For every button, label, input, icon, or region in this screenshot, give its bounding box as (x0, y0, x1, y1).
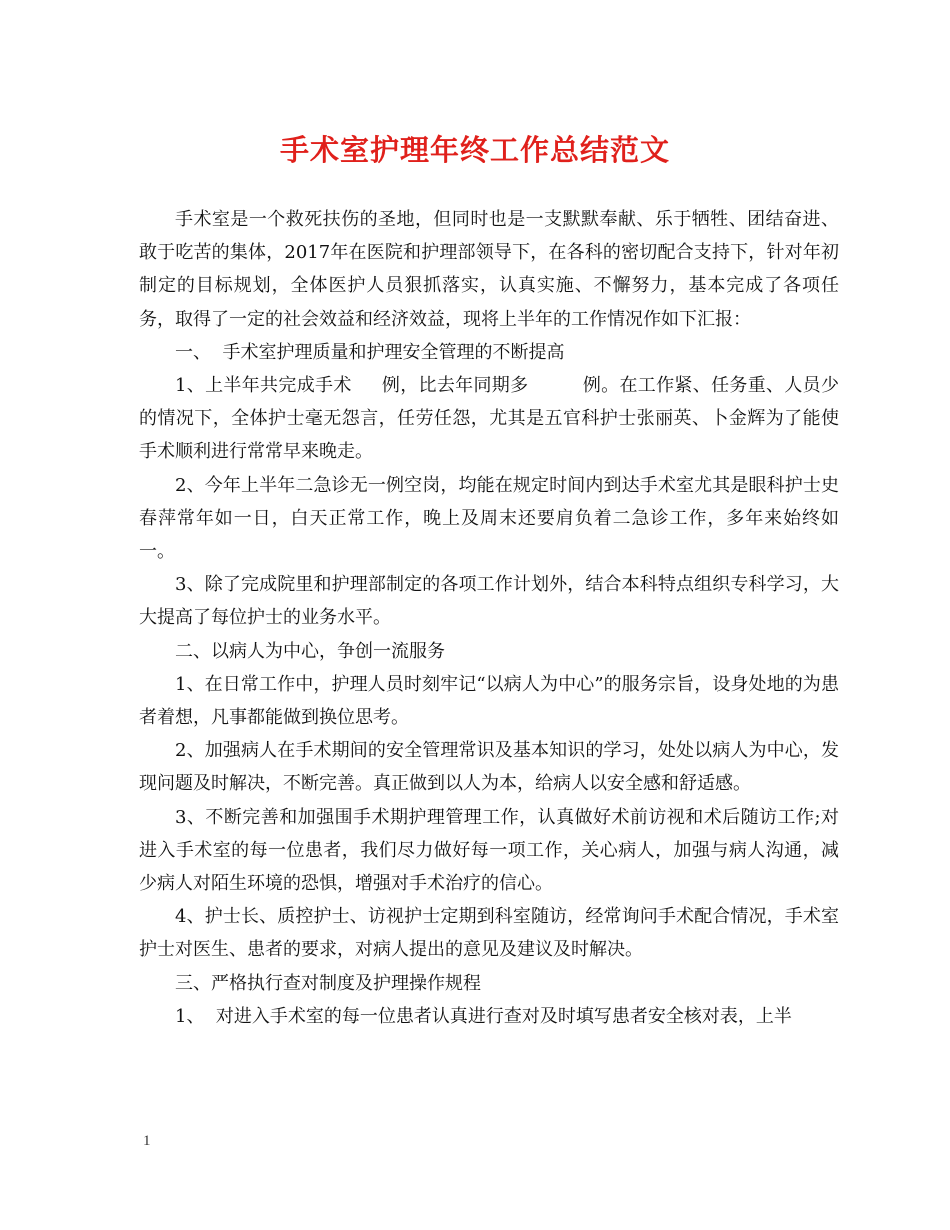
paragraph-3-1: 1、 对进入手术室的每一位患者认真进行查对及时填写患者安全核对表，上半 (175, 1005, 792, 1027)
paragraph-1-3: 3、除了完成院里和护理部制定的各项工作计划外，结合本科特点组织专科学习，大大提高了每位护士的业务水平。 (139, 574, 839, 629)
page-number: 1 (143, 1133, 151, 1149)
paragraph-1-1: 1、上半年共完成手术 例，比去年同期多 例。在工作紧、任务重、人员少的情况下，全体护士毫无怨言，任劳任怨，尤其是五官科护士张丽英、卜金辉为了能使手术顺利进行常常早来晚走。 (139, 375, 839, 463)
paragraph-2-4: 4、护士长、质控护士、访视护士定期到科室随访，经常询问手术配合情况，手术室护士对医生、患者的要求，对病人提出的意见及建议及时解决。 (139, 906, 839, 961)
paragraph-intro: 手术室是一个救死扶伤的圣地，但同时也是一支默默奉献、乐于牺牲、团结奋进、敢于吃苦的集体，2017年在医院和护理部领导下，在各科的密切配合支持下，针对年初制定的目标规划，全体医护人员狠抓落实，认真实施、不懈努力，基本完成了各项任务，取得了一定的社会效益和经济效益，现将上半年的工作情况作如下汇报： (139, 209, 839, 330)
paragraph-2-3: 3、不断完善和加强围手术期护理管理工作，认真做好术前访视和术后随访工作;对进入手术室的每一位患者，我们尽力做好每一项工作，关心病人，加强与病人沟通，减少病人对陌生环境的恐惧，增强对手术治疗的信心。 (139, 806, 839, 895)
section-heading-1: 一、 手术室护理质量和护理安全管理的不断提高 (175, 341, 565, 363)
document-title: 手术室护理年终工作总结范文 (279, 133, 670, 167)
section-heading-3: 三、严格执行查对制度及护理操作规程 (175, 972, 481, 994)
document-body (139, 203, 839, 1033)
paragraph-2-2: 2、加强病人在手术期间的安全管理常识及基本知识的学习，处处以病人为中心，发现问题及时解决，不断完善。真正做到以人为本，给病人以安全感和舒适感。 (139, 740, 839, 795)
paragraph-1-2: 2、今年上半年二急诊无一例空岗，均能在规定时间内到达手术室尤其是眼科护士史春萍常年如一日，白天正常工作，晚上及周末还要肩负着二急诊工作，多年来始终如一。 (139, 474, 839, 563)
paragraph-2-1: 1、在日常工作中，护理人员时刻牢记“以病人为中心”的服务宗旨，设身处地的为患者着想，凡事都能做到换位思考。 (139, 673, 839, 729)
section-heading-2: 二、以病人为中心，争创一流服务 (175, 640, 445, 662)
